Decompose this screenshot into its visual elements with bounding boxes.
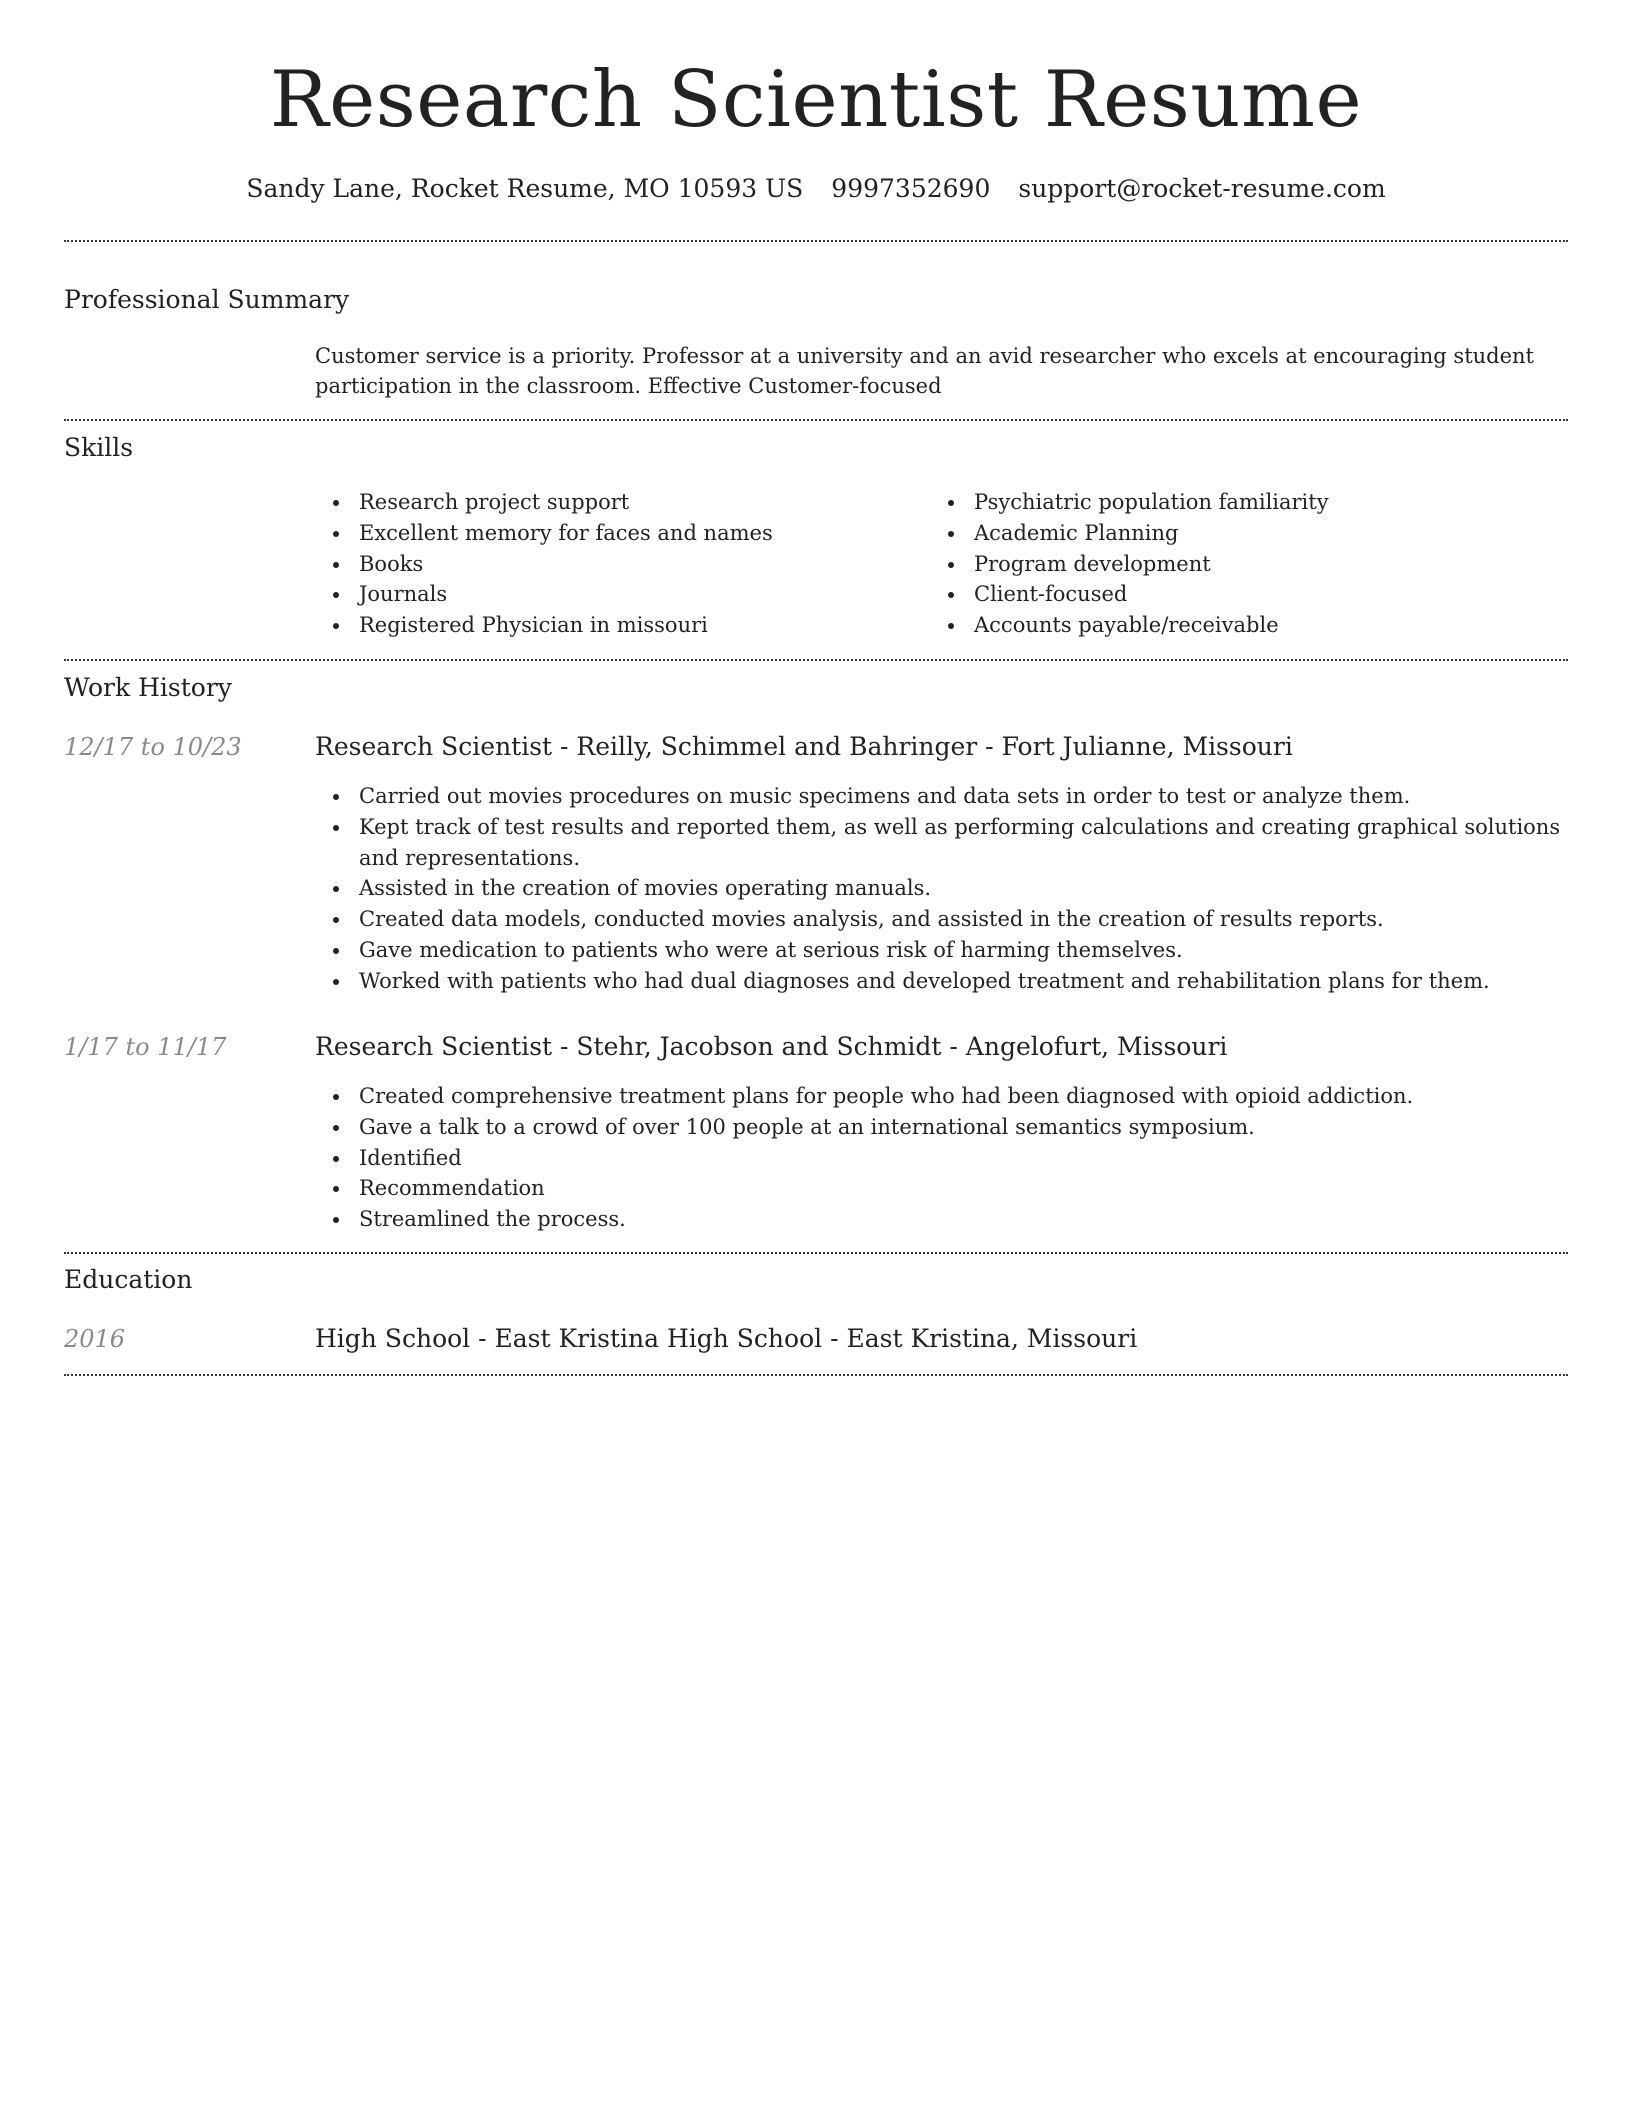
skills-heading: Skills (64, 433, 134, 462)
skill-item: Excellent memory for faces and names (315, 518, 915, 549)
divider (64, 1252, 1568, 1254)
job-bullets (315, 781, 1568, 997)
skill-item: Program development (930, 549, 1530, 580)
job-bullet: Created data models, conducted movies analysis, and assisted in the creation of results reports. (315, 904, 1568, 935)
divider (64, 659, 1568, 661)
job-bullet: Streamlined the process. (315, 1204, 1568, 1235)
contact-phone: 9997352690 (831, 174, 991, 203)
education-entry (315, 1322, 1137, 1356)
work-heading: Work History (64, 673, 232, 702)
job-heading (315, 730, 1293, 764)
skill-item: Psychiatric population familiarity (930, 487, 1530, 518)
job-details: - Stehr, Jacobson and Schmidt - Angelofurt, Missouri (552, 1032, 1228, 1061)
summary-text: Customer service is a priority. Professor at a university and an avid researcher who excels at encouraging student participation in the classroom. Effective Customer-focused (315, 344, 1534, 398)
job-bullet: Created comprehensive treatment plans for people who had been diagnosed with opioid addiction. (315, 1081, 1568, 1112)
skill-item: Academic Planning (930, 518, 1530, 549)
contact-address: Sandy Lane, Rocket Resume, MO 10593 US (246, 174, 804, 203)
skill-item: Registered Physician in missouri (315, 610, 915, 641)
job-bullet: Gave a talk to a crowd of over 100 people at an international semantics symposium. (315, 1112, 1568, 1143)
job-bullet: Carried out movies procedures on music specimens and data sets in order to test or analyze them. (315, 781, 1568, 812)
skills-list-right (930, 487, 1530, 641)
job-dates: 1/17 to 11/17 (64, 1033, 227, 1061)
job-dates: 12/17 to 10/23 (64, 733, 242, 761)
job-title: Research Scientist (315, 1032, 553, 1061)
job-bullet: Worked with patients who had dual diagnoses and developed treatment and rehabilitation plans for them. (315, 966, 1568, 997)
education-heading: Education (64, 1265, 193, 1294)
skill-item: Books (315, 549, 915, 580)
skill-item: Research project support (315, 487, 915, 518)
job-title: Research Scientist (315, 732, 553, 761)
education-details: - East Kristina High School - East Kristina, Missouri (470, 1324, 1138, 1353)
job-bullet: Assisted in the creation of movies operating manuals. (315, 873, 1568, 904)
resume-title: Research Scientist Resume (269, 55, 1363, 145)
skill-item: Accounts payable/receivable (930, 610, 1530, 641)
job-bullet: Identified (315, 1143, 1568, 1174)
job-details: - Reilly, Schimmel and Bahringer - Fort Julianne, Missouri (552, 732, 1293, 761)
job-bullet: Gave medication to patients who were at serious risk of harming themselves. (315, 935, 1568, 966)
skill-item: Journals (315, 579, 915, 610)
contact-email: support@rocket-resume.com (1018, 174, 1386, 203)
contact-line (64, 172, 1568, 206)
divider (64, 419, 1568, 421)
skill-item: Client-focused (930, 579, 1530, 610)
job-heading (315, 1030, 1227, 1064)
divider (64, 240, 1568, 242)
job-bullets (315, 1081, 1568, 1235)
education-year: 2016 (64, 1325, 126, 1353)
skills-list-left (315, 487, 915, 641)
job-bullet: Kept track of test results and reported them, as well as performing calculations and creating graphical solutions and representations. (315, 812, 1568, 874)
job-bullet: Recommendation (315, 1173, 1568, 1204)
divider (64, 1374, 1568, 1376)
education-degree: High School (315, 1324, 471, 1353)
summary-heading: Professional Summary (64, 285, 350, 314)
